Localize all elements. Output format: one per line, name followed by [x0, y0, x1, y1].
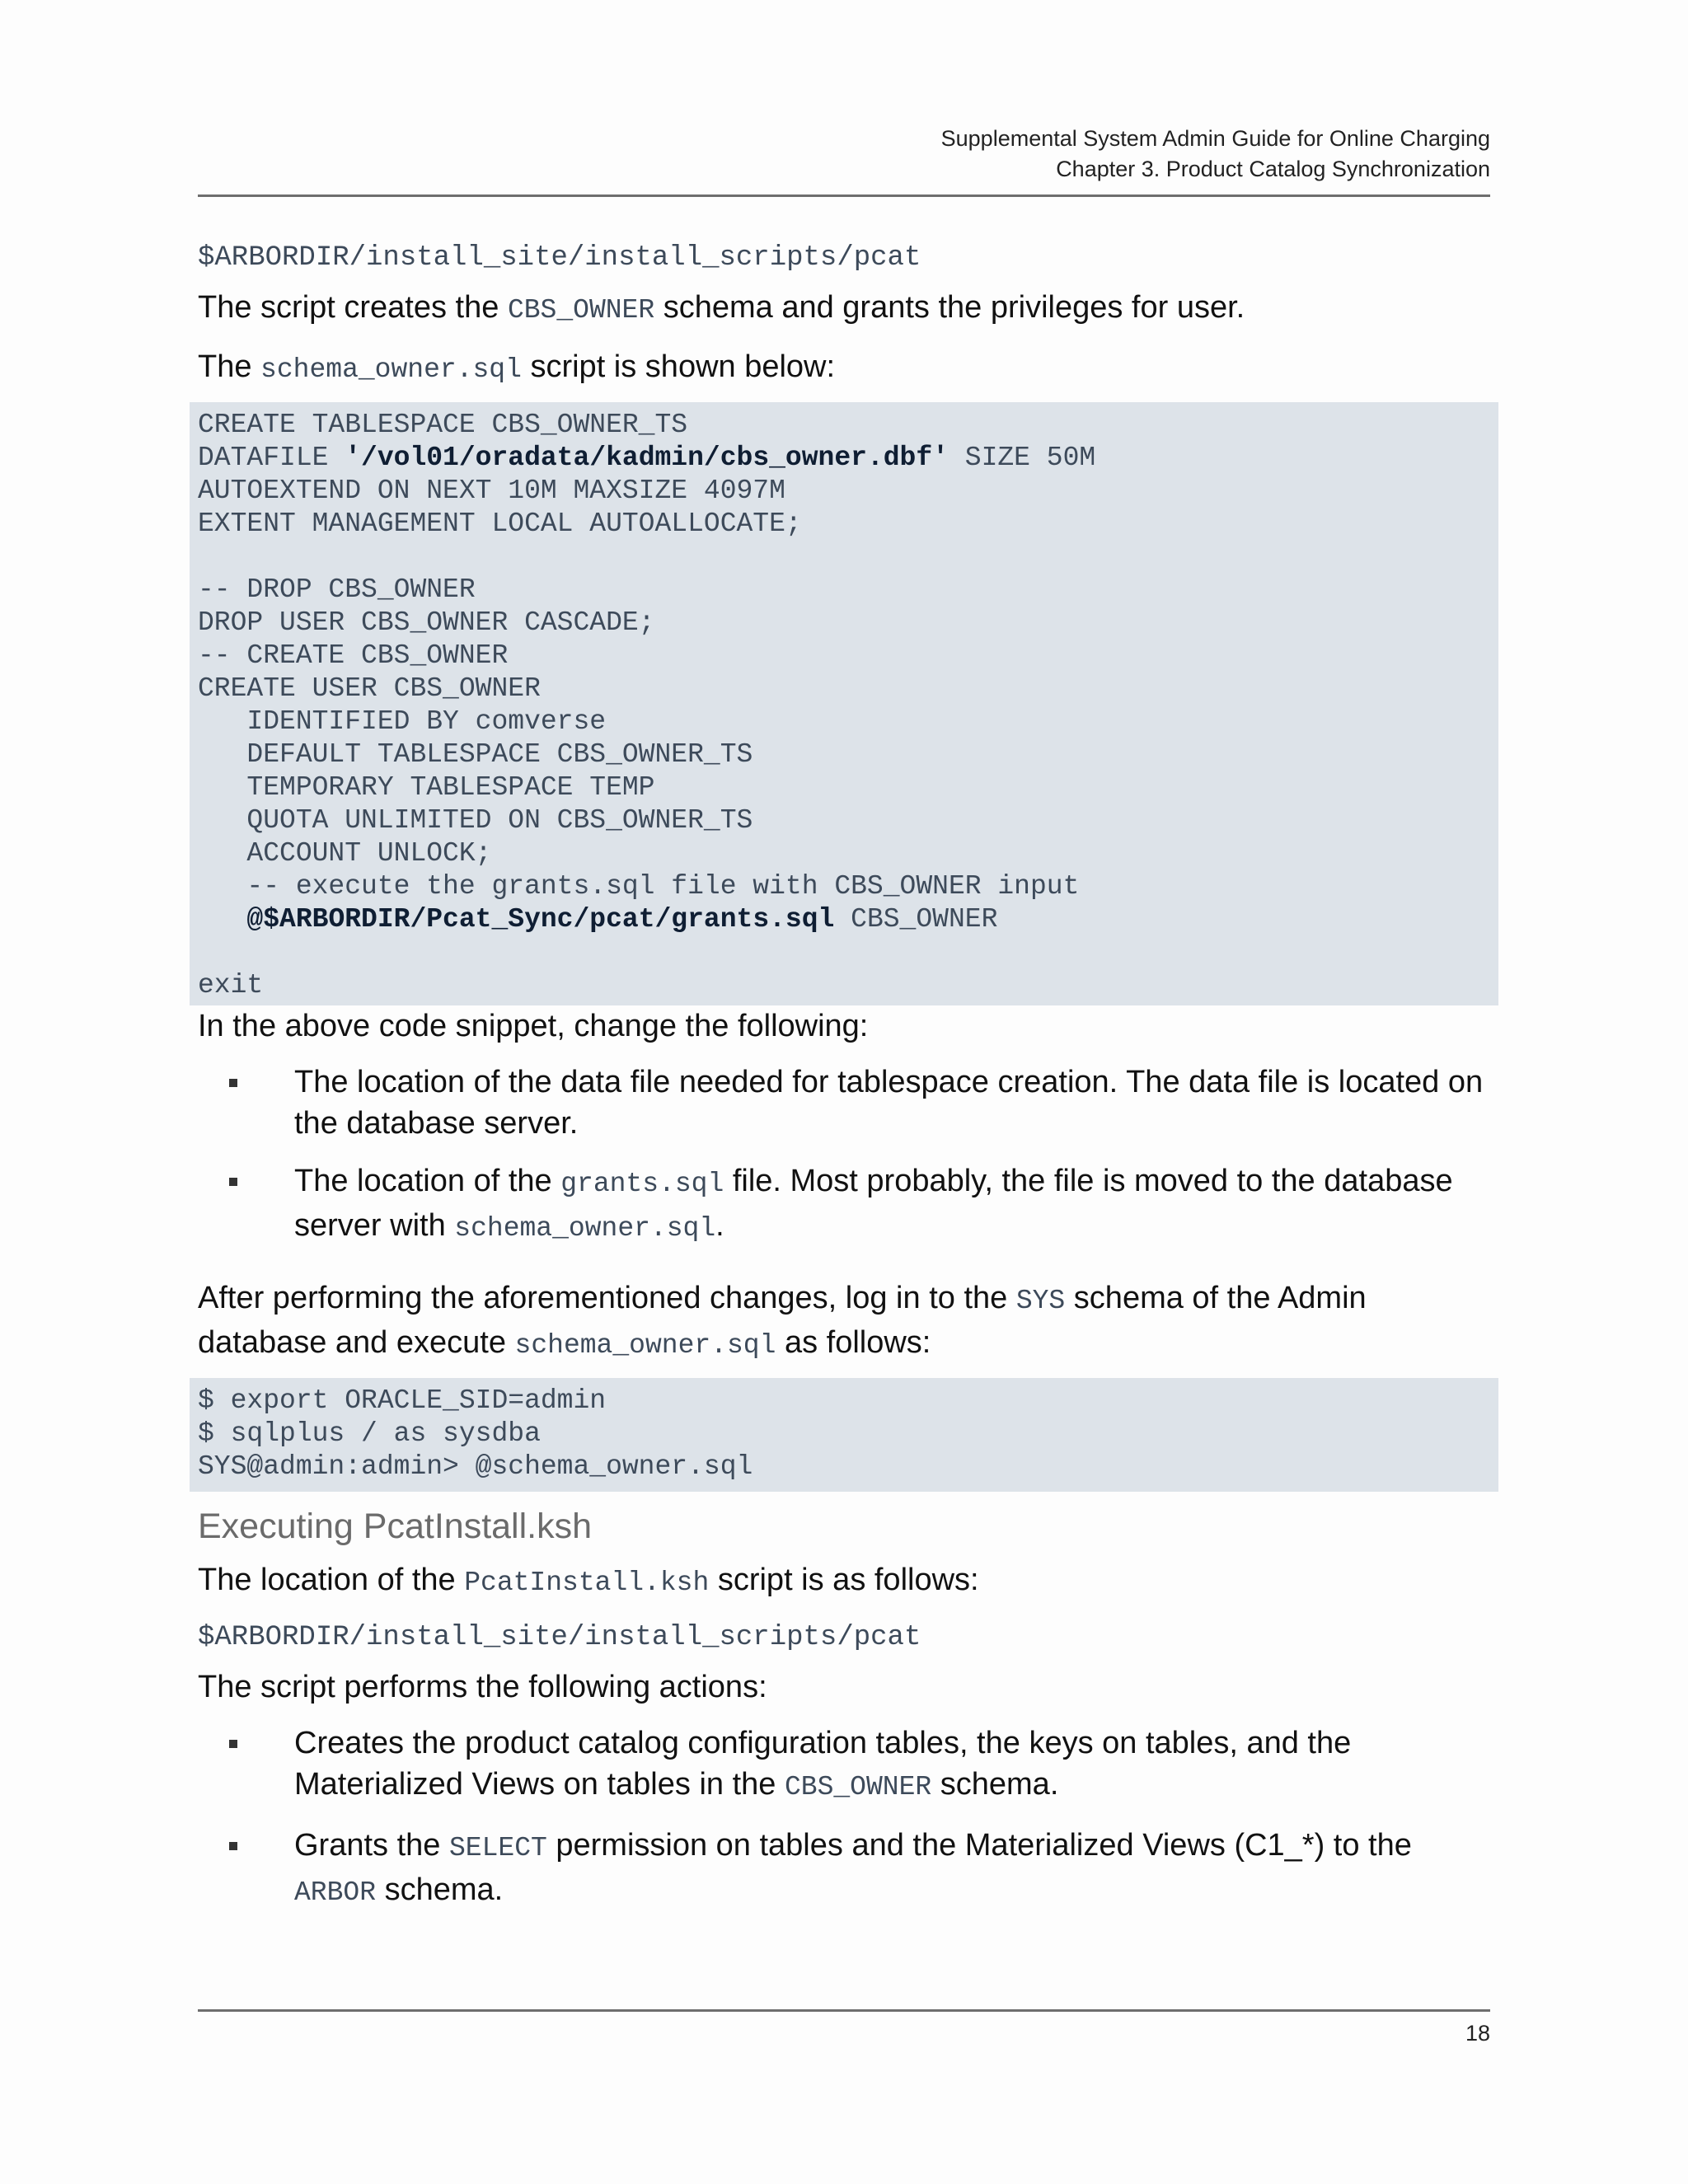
script-path: $ARBORDIR/install_site/install_scripts/pcat: [198, 242, 921, 274]
paragraph-pcatinstall-location: [198, 1559, 1490, 1604]
list-item: [198, 1062, 1490, 1144]
text: Grants the: [294, 1828, 449, 1863]
code-line: AUTOEXTEND ON NEXT 10M MAXSIZE 4097M: [198, 476, 785, 506]
code-text: DATAFILE: [198, 443, 345, 473]
inline-code-sys: SYS: [1015, 1286, 1066, 1316]
text: as follows:: [776, 1325, 931, 1360]
code-line: CREATE TABLESPACE CBS_OWNER_TS: [198, 410, 688, 440]
code-line: [198, 903, 1490, 936]
code-block-schema-owner: [190, 402, 1498, 1005]
text: script is as follows:: [709, 1563, 979, 1597]
script-path: $ARBORDIR/install_site/install_scripts/pcat: [198, 1622, 921, 1653]
page-number: 18: [1465, 2021, 1490, 2046]
list-item: [198, 1722, 1490, 1808]
paragraph-cbs-owner: [198, 287, 1490, 331]
code-line: $ export ORACLE_SID=admin: [198, 1385, 607, 1416]
inline-code-schema-owner: schema_owner.sql: [454, 1213, 716, 1244]
page-content: [198, 239, 1490, 1932]
running-header: [198, 124, 1490, 185]
code-line: -- execute the grants.sql file with CBS_OWNER input: [198, 871, 1080, 902]
paragraph-actions-intro: The script performs the following actions:: [198, 1670, 767, 1704]
inline-code-pcatinstall: PcatInstall.ksh: [464, 1568, 710, 1598]
paragraph-after-changes: [198, 1277, 1490, 1366]
text: After performing the aforementioned changes, log in to the: [198, 1281, 1016, 1315]
code-line: exit: [198, 970, 264, 1001]
code-block-sqlplus: [190, 1378, 1498, 1492]
inline-code-grants: grants.sql: [560, 1169, 724, 1199]
text: schema of the Admin database and execute: [198, 1281, 1367, 1360]
list-item: [198, 1160, 1490, 1249]
code-line: DROP USER CBS_OWNER CASCADE;: [198, 607, 655, 638]
code-line: -- CREATE CBS_OWNER: [198, 640, 509, 671]
code-text: CBS_OWNER: [834, 904, 998, 935]
code-line: $ sqlplus / as sysdba: [198, 1418, 541, 1449]
bullet-list-changes: [198, 1062, 1490, 1249]
code-bold: @$ARBORDIR/Pcat_Sync/pcat/grants.sql: [246, 904, 835, 935]
code-bold: '/vol01/oradata/kadmin/cbs_owner.dbf': [345, 443, 949, 473]
text: schema.: [931, 1767, 1059, 1802]
code-line: CREATE USER CBS_OWNER: [198, 673, 541, 704]
text: .: [715, 1208, 724, 1243]
code-line: SYS@admin:admin> @schema_owner.sql: [198, 1451, 753, 1482]
text: The script creates the: [198, 290, 508, 325]
inline-code-arbor: ARBOR: [294, 1877, 377, 1908]
text: Creates the product catalog configuration tables, the keys on tables, and the Materialized Views on tables in the: [294, 1726, 1352, 1802]
code-blank-line: [198, 936, 1490, 969]
code-line: TEMPORARY TABLESPACE TEMP: [198, 772, 655, 803]
text: script is shown below:: [521, 349, 836, 384]
inline-code-cbs-owner: CBS_OWNER: [784, 1772, 932, 1802]
paragraph-change-following: In the above code snippet, change the following:: [198, 1009, 869, 1043]
bullet-list-actions: [198, 1722, 1490, 1914]
bullet-icon: [229, 1178, 237, 1186]
code-line: DEFAULT TABLESPACE CBS_OWNER_TS: [198, 739, 753, 770]
bullet-icon: [229, 1740, 237, 1748]
text: The location of the: [294, 1164, 561, 1198]
text: The: [198, 349, 261, 384]
text: schema.: [376, 1872, 504, 1907]
text: The location of the: [198, 1563, 465, 1597]
header-guide-title: Supplemental System Admin Guide for Online Charging: [940, 126, 1490, 151]
code-line: -- DROP CBS_OWNER: [198, 574, 476, 605]
code-line: IDENTIFIED BY comverse: [198, 706, 607, 737]
bullet-icon: [229, 1079, 237, 1087]
inline-code-select: SELECT: [448, 1833, 547, 1863]
inline-code-schema-owner: schema_owner.sql: [514, 1330, 776, 1361]
code-line: ACCOUNT UNLOCK;: [198, 838, 492, 869]
header-rule: [198, 194, 1490, 197]
list-item: [198, 1825, 1490, 1914]
code-blank-line: [198, 541, 1490, 574]
text: schema and grants the privileges for user.: [654, 290, 1245, 325]
bullet-icon: [229, 1842, 237, 1850]
code-line: EXTENT MANAGEMENT LOCAL AUTOALLOCATE;: [198, 509, 802, 539]
text: file. Most probably, the file is moved to the database server with: [294, 1164, 1453, 1243]
header-chapter-title: Chapter 3. Product Catalog Synchronization: [1056, 157, 1490, 181]
inline-code-schema-owner: schema_owner.sql: [260, 354, 522, 385]
text: permission on tables and the Materialized Views (C1_*) to the: [546, 1828, 1412, 1863]
section-heading: Executing PcatInstall.ksh: [198, 1507, 593, 1546]
paragraph-schema-owner-intro: [198, 346, 1490, 391]
inline-code-cbs-owner: CBS_OWNER: [507, 295, 655, 326]
code-line: QUOTA UNLIMITED ON CBS_OWNER_TS: [198, 805, 753, 836]
code-text: [198, 904, 246, 935]
text: The location of the data file needed for tablespace creation. The data file is located on the database server.: [294, 1065, 1484, 1141]
code-line: [198, 442, 1490, 475]
code-text: SIZE 50M: [948, 443, 1096, 473]
footer-rule: [198, 2009, 1490, 2012]
